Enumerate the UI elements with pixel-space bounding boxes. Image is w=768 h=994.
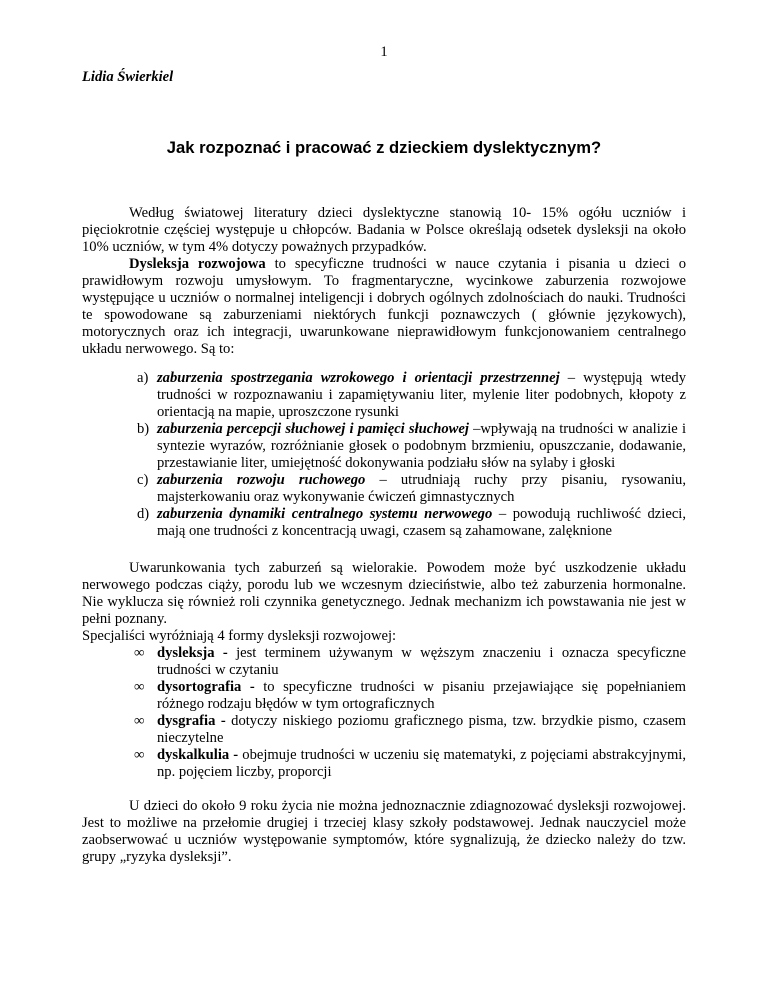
list-marker: d) — [137, 506, 150, 522]
list-item — [137, 421, 686, 472]
list-item — [134, 713, 686, 747]
form-term: dysgrafia - — [157, 713, 226, 729]
list-item — [134, 645, 686, 679]
term-dysleksja-rozwojowa: Dysleksja rozwojowa — [129, 256, 266, 272]
list-marker: b) — [137, 421, 150, 437]
intro-paragraph-1: Według światowej literatury dzieci dyslektyczne stanowią 10- 15% ogółu uczniów i pięciokrotnie częściej występuje u chłopców. Badania w Polsce określają odsetek dysleksji na około 10% uczniów, w tym 4% dotyczy poważnych przypadków. — [82, 205, 686, 255]
infinity-bullet-icon: ∞ — [134, 713, 145, 729]
page-number: 1 — [380, 44, 388, 60]
document-body — [82, 205, 686, 866]
list-marker: a) — [137, 370, 149, 386]
forms-intro: Specjaliści wyróżniają 4 formy dysleksji rozwojowej: — [82, 628, 397, 644]
infinity-bullet-icon: ∞ — [134, 645, 145, 661]
disorder-term: zaburzenia dynamiki centralnego systemu nerwowego — [157, 506, 493, 522]
infinity-bullet-icon: ∞ — [134, 747, 145, 763]
list-item — [134, 679, 686, 713]
disorders-list — [82, 370, 686, 540]
form-term: dyskalkulia - — [157, 747, 239, 763]
disorder-term: zaburzenia rozwoju ruchowego — [157, 472, 366, 488]
forms-list — [82, 645, 686, 781]
infinity-bullet-icon: ∞ — [134, 679, 145, 695]
causes-paragraph: Uwarunkowania tych zaburzeń są wielorakie. Powodem może być uszkodzenie układu nerwowego podczas ciąży, porodu lub we wczesnym dzieciństwie, albo też zaburzenia hormonalne. Nie wyklucza się również roli czynnika genetycznego. Jednak mechanizm ich powstawania nie jest w pełni poznany. — [82, 560, 686, 627]
list-marker: c) — [137, 472, 149, 488]
author: Lidia Świerkiel — [82, 69, 174, 85]
form-text: jest terminem używanym w węższym znaczeniu i oznacza specyficzne trudności w czytaniu — [157, 645, 686, 678]
disorder-term: zaburzenia percepcji słuchowej i pamięci słuchowej — [157, 421, 469, 437]
disorder-text: – utrudniają ruchy przy pisaniu, rysowaniu, majsterkowaniu oraz wykonywanie ćwiczeń gimnastycznych — [157, 472, 686, 505]
list-item — [137, 506, 686, 540]
disorder-text: – powodują ruchliwość dzieci, mają one trudności z koncentracją uwagi, czasem są zahamowane, zalęknione — [157, 506, 686, 539]
page-title: Jak rozpoznać i pracować z dzieckiem dyslektycznym? — [166, 138, 602, 157]
disorder-text: –wpływają na trudności w analizie i syntezie wyrazów, rozróżnianie głosek o podobnym brzmieniu, opuszczanie, dodawanie, przestawianie liter, umiejętność dokonywania podziału słów na sylaby i głoski — [157, 421, 686, 471]
disorder-term: zaburzenia spostrzegania wzrokowego i orientacji przestrzennej — [157, 370, 560, 386]
form-term: dysleksja - — [157, 645, 228, 661]
intro-paragraph-2-text: to specyficzne trudności w nauce czytania i pisania u dzieci o prawidłowym rozwoju umysłowym. To fragmentaryczne, wycinkowe zaburzenia rozwojowe występujące u uczniów o normalnej inteligencji i dobrych ogólnych zdolnościach do nauki. Trudności te spowodowane są zaburzeniami niektórych funkcji poznawczych ( głównie językowych), motorycznych oraz ich integracji, uwarunkowane nieprawidłowym funkcjonowaniem centralnego układu nerwowego. Są to: — [82, 256, 686, 357]
form-text: obejmuje trudności w uczeniu się matematyki, z pojęciami abstrakcyjnymi, np. pojęciem liczby, proporcji — [157, 747, 686, 780]
list-item — [137, 370, 686, 421]
disorder-text: – występują wtedy trudności w rozpoznawaniu i zapamiętywaniu liter, mylenie liter podobnych, kłopoty z orientacją na mapie, uproszczone rysunki — [157, 370, 686, 420]
form-text: to specyficzne trudności w pisaniu przejawiające się popełnianiem różnego rodzaju błędów w tym ortograficznych — [157, 679, 686, 712]
form-term: dysortografia - — [157, 679, 255, 695]
list-item — [134, 747, 686, 781]
intro-paragraph-2 — [82, 256, 686, 358]
form-text: dotyczy niskiego poziomu graficznego pisma, tzw. brzydkie pismo, czasem nieczytelne — [157, 713, 686, 746]
list-item — [137, 472, 686, 506]
closing-paragraph: U dzieci do około 9 roku życia nie można jednoznacznie zdiagnozować dysleksji rozwojowej. Jest to możliwe na przełomie drugiej i trzeciej klasy szkoły podstawowej. Jednak nauczyciel może zaobserwować u uczniów występowanie symptomów, które sygnalizują, że dziecko należy do tzw. grupy „ryzyka dysleksji”. — [82, 798, 686, 865]
